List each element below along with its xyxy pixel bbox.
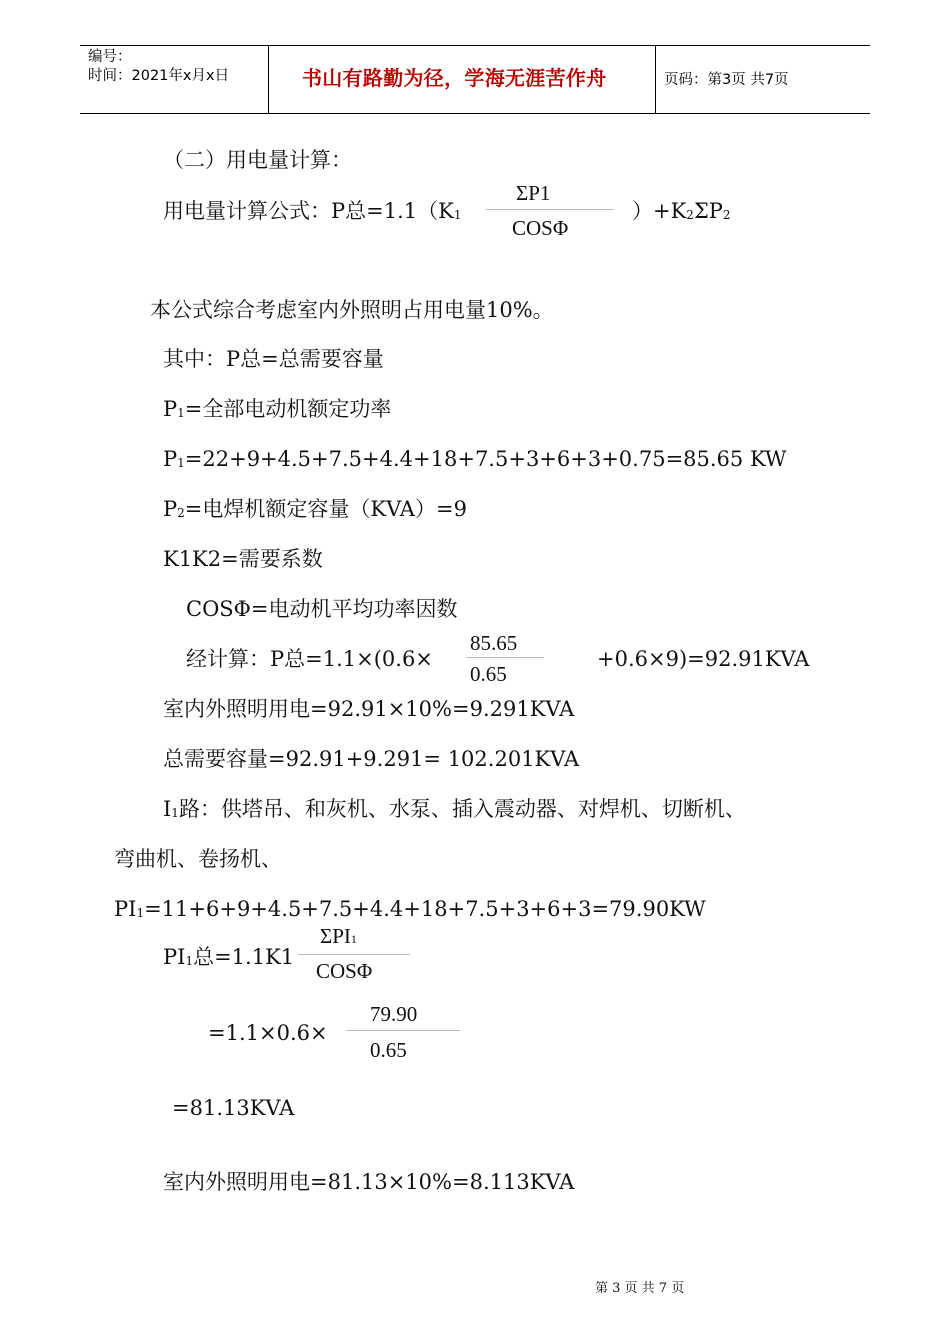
formula-note: 本公式综合考虑室内外照明占用电量10%。 (150, 298, 554, 322)
total-capacity: 总需要容量=92.91+9.291= 102.201KVA (163, 747, 580, 771)
formula-tail (632, 201, 731, 222)
pi1-step-numerator: 79.90 (370, 1002, 418, 1026)
pi1-step-denominator: 0.65 (370, 1038, 407, 1062)
formula-tail-b: ΣP (693, 199, 723, 223)
pi1-step-fraction-bar (346, 1030, 460, 1031)
pi1-sum-text: =11+6+9+4.5+7.5+4.4+18+7.5+3+6+3=79.90KW (144, 897, 706, 921)
lighting-usage-2: 室内外照明用电=81.13×10%=8.113KVA (163, 1170, 575, 1194)
pi1-sum (114, 899, 706, 920)
calculation-total-numerator: 85.65 (470, 631, 518, 655)
definition-p2-symbol: P (163, 497, 178, 521)
definition-p2-sub: 2 (177, 506, 185, 520)
definition-cos: COSΦ=电动机平均功率因数 (186, 597, 458, 621)
pi1-total-fraction-bar (298, 954, 410, 955)
route-sub: 1 (171, 806, 179, 820)
pi1-total-symbol: PI (163, 945, 186, 969)
calculation-total-left: 经计算：P总=1.1×(0.6× (186, 647, 433, 671)
pi1-sum-symbol: PI (114, 897, 137, 921)
formula-numerator: ΣP1 (516, 181, 551, 205)
pi1-total-numerator (320, 926, 357, 947)
calculation-p1-sub: 1 (177, 456, 185, 470)
header-divider-right (655, 45, 656, 113)
definition-k: K1K2=需要系数 (163, 547, 323, 571)
formula-p2-sub: 2 (722, 208, 731, 222)
route-text: 路：供塔吊、和灰机、水泵、插入震动器、对焊机、切断机、 (178, 797, 746, 821)
definition-p1 (163, 399, 391, 420)
calculation-p1-symbol: P (163, 447, 178, 471)
calculation-total-right: +0.6×9)=92.91KVA (597, 647, 810, 671)
header-divider-left (268, 45, 269, 113)
header-time-label: 时间：2021年x月x日 (88, 68, 230, 84)
pi1-sum-sub: 1 (136, 906, 145, 920)
formula-denominator: COSΦ (512, 216, 569, 240)
pi1-total-denominator: COSΦ (316, 959, 373, 983)
formula-tail-a: ）+K (632, 199, 687, 223)
pi1-result: =81.13KVA (172, 1096, 295, 1120)
formula-k1-sub: 1 (453, 208, 462, 222)
header-motto: 书山有路勤为径，学海无涯苦作舟 (302, 66, 607, 90)
calculation-p1-text: =22+9+4.5+7.5+4.4+18+7.5+3+6+3+0.75=85.65 KW (184, 447, 787, 471)
header-page-label: 页码：第3页 共7页 (664, 72, 789, 88)
route-description (163, 799, 746, 820)
definition-p2-text: =电焊机额定容量（KVA）=9 (184, 497, 467, 521)
formula-line (163, 201, 461, 222)
section-title: （二）用电量计算： (163, 148, 352, 172)
pi1-step: =1.1×0.6× (208, 1021, 328, 1045)
route-description-continued: 弯曲机、卷扬机、 (114, 847, 282, 871)
calculation-total-fraction-bar (466, 657, 544, 658)
header-bottom-rule (80, 113, 870, 114)
calculation-p1 (163, 449, 786, 470)
pi1-total-formula (163, 947, 294, 968)
lighting-usage-1: 室内外照明用电=92.91×10%=9.291KVA (163, 697, 575, 721)
formula-prefix: 用电量计算公式：P总=1.1（K (163, 199, 454, 223)
formula-fraction-bar (486, 209, 614, 210)
calculation-total-denominator: 0.65 (470, 662, 507, 686)
route-symbol: I (163, 797, 172, 821)
definition-p2 (163, 499, 467, 520)
header-number-label: 编号： (88, 49, 132, 65)
definition-p1-symbol: P (163, 397, 178, 421)
definition-total: 其中：P总=总需要容量 (163, 347, 384, 371)
pi1-total-numerator-text: ΣPI (320, 924, 351, 948)
definition-p1-text: =全部电动机额定功率 (184, 397, 392, 421)
definition-p1-sub: 1 (177, 406, 185, 420)
pi1-total-sub: 1 (185, 954, 194, 968)
pi1-total-text: 总=1.1K1 (193, 945, 295, 969)
footer-page-number: 第 3 页 共 7 页 (595, 1281, 685, 1296)
formula-k2-sub: 2 (686, 208, 694, 222)
header-top-rule (80, 45, 870, 46)
pi1-total-numerator-sub: 1 (350, 932, 357, 946)
